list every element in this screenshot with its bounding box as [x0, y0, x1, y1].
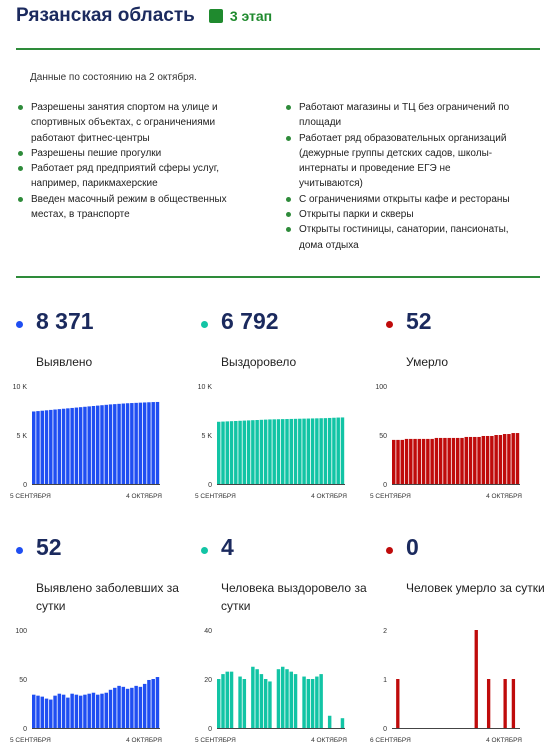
bar: [255, 669, 258, 728]
divider-middle: [16, 276, 540, 278]
bar: [75, 408, 78, 484]
list-item: Разрешены пешие прогулки: [18, 146, 248, 161]
stage-square-icon: [209, 9, 223, 23]
y-tick-label: 0: [23, 482, 27, 489]
bar: [226, 672, 229, 728]
bar: [70, 408, 73, 484]
bar: [58, 694, 61, 728]
bar: [243, 679, 246, 728]
bar: [260, 674, 263, 728]
bar: [435, 438, 438, 484]
bar: [92, 693, 95, 728]
bar: [405, 439, 408, 484]
bar: [315, 677, 318, 728]
bar: [499, 435, 502, 484]
bar: [62, 695, 65, 728]
bar: [139, 687, 142, 728]
bar: [113, 404, 116, 484]
bar: [238, 421, 241, 484]
bar: [130, 403, 133, 484]
bar: [143, 684, 146, 728]
chart-recovered-cumulative: [193, 378, 351, 500]
bar: [147, 680, 150, 728]
bar: [430, 439, 433, 484]
bar: [49, 700, 52, 728]
y-tick-label: 10 K: [12, 384, 27, 391]
bullet-icon: [286, 197, 291, 202]
bar: [516, 433, 519, 484]
bar: [311, 679, 314, 728]
bar: [62, 409, 65, 484]
y-tick-label: 100: [375, 384, 387, 391]
bar: [49, 410, 52, 484]
stage-label: 3 этап: [229, 8, 273, 24]
bar: [264, 420, 267, 484]
chart-deaths-daily: [368, 622, 526, 744]
bar: [285, 669, 288, 728]
stat-label: Умерло: [406, 355, 449, 369]
bar: [281, 667, 284, 728]
y-tick-label: 0: [23, 726, 27, 733]
bar: [151, 402, 154, 484]
bar: [217, 679, 220, 728]
bar: [482, 436, 485, 484]
bar: [58, 409, 61, 484]
bar: [100, 405, 103, 484]
stat-value: 8 371: [36, 308, 94, 334]
bar: [75, 695, 78, 728]
x-tick-label-start: 5 СЕНТЯБРЯ: [10, 737, 51, 744]
bar: [32, 411, 35, 484]
bar: [156, 402, 159, 484]
bar: [439, 438, 442, 484]
bar: [109, 404, 112, 484]
list-item: Работает ряд предприятий сферы услуг, например, парикмахерские: [18, 161, 248, 192]
bar: [324, 418, 327, 484]
bar: [251, 420, 254, 484]
divider-top: [16, 48, 540, 50]
bar: [45, 699, 48, 728]
bar: [285, 419, 288, 484]
bar: [311, 418, 314, 484]
bar: [151, 679, 154, 728]
bar: [251, 667, 254, 728]
bar: [290, 419, 293, 484]
x-tick-label-end: 4 ОКТЯБРЯ: [486, 493, 522, 500]
region-title: Рязанская область: [16, 5, 195, 26]
bar: [126, 689, 129, 728]
stat-label: Человек умерло за сутки: [406, 581, 545, 595]
bar: [447, 438, 450, 484]
bar: [281, 419, 284, 484]
bar: [117, 404, 120, 484]
bar: [87, 406, 90, 484]
y-tick-label: 0: [208, 482, 212, 489]
bar: [460, 438, 463, 484]
list-item: Работают магазины и ТЦ без ограничений по площади: [286, 100, 516, 131]
bar: [105, 405, 108, 484]
bar: [456, 438, 459, 484]
bar: [83, 407, 86, 484]
bar: [238, 677, 241, 728]
stat-label: Человека выздоровело за сутки: [221, 581, 367, 613]
chart-detected-cumulative: [8, 378, 166, 500]
bar: [486, 436, 489, 484]
bar: [226, 421, 229, 484]
bar: [413, 439, 416, 484]
x-tick-label-end: 4 ОКТЯБРЯ: [311, 493, 347, 500]
stat-value: 52: [406, 308, 432, 334]
y-tick-label: 100: [15, 628, 27, 635]
bar: [392, 440, 395, 484]
chart-deaths-cumulative: [368, 378, 526, 500]
y-tick-label: 0: [383, 482, 387, 489]
bar: [66, 408, 69, 484]
x-tick-label-start: 5 СЕНТЯБРЯ: [195, 493, 236, 500]
bar: [221, 674, 224, 728]
bar: [332, 418, 335, 484]
bar: [109, 690, 112, 728]
bar: [230, 672, 233, 728]
bar: [277, 419, 280, 484]
bullet-icon: [286, 212, 291, 217]
list-item: Работает ряд образовательных организаций (дежурные группы детских садов, школы-интернаты и проведение ЕГЭ не учитываются): [286, 131, 516, 192]
bar: [268, 681, 271, 728]
bar: [126, 403, 129, 484]
bar: [272, 419, 275, 484]
bar: [53, 696, 56, 728]
bar: [475, 630, 478, 728]
y-tick-label: 5 K: [201, 433, 212, 440]
bullet-icon: [16, 547, 23, 554]
bar: [315, 418, 318, 484]
bar: [490, 436, 493, 484]
list-item: С ограничениями открыты кафе и рестораны: [286, 192, 516, 207]
bar: [79, 696, 82, 728]
bar: [426, 439, 429, 484]
bullet-icon: [201, 547, 208, 554]
bar: [409, 439, 412, 484]
bar: [139, 403, 142, 484]
y-tick-label: 5 K: [16, 433, 27, 440]
bar: [53, 410, 56, 484]
stat-value: 0: [406, 534, 419, 560]
stat-value: 6 792: [221, 308, 279, 334]
info-date: Данные по состоянию на 2 октября.: [30, 72, 197, 83]
bullet-icon: [16, 321, 23, 328]
bar: [477, 437, 480, 484]
y-tick-label: 50: [379, 433, 387, 440]
bar: [100, 694, 103, 728]
x-tick-label-end: 4 ОКТЯБРЯ: [126, 737, 162, 744]
bar: [302, 419, 305, 484]
bar: [422, 439, 425, 484]
bar: [307, 679, 310, 728]
chart-recovered-daily: [193, 622, 351, 744]
bar: [294, 674, 297, 728]
bar: [302, 677, 305, 728]
bullet-icon: [286, 105, 291, 110]
bar: [87, 694, 90, 728]
stat-value: 52: [36, 534, 62, 560]
bar: [255, 420, 258, 484]
bar: [328, 418, 331, 484]
bar: [396, 679, 399, 728]
bullet-icon: [18, 105, 23, 110]
bullet-icon: [18, 151, 23, 156]
stat-label: Выздоровело: [221, 355, 297, 369]
y-tick-label: 50: [19, 677, 27, 684]
bar: [452, 438, 455, 484]
restrictions-left-list: [18, 100, 248, 222]
x-tick-label-start: 5 СЕНТЯБРЯ: [370, 493, 411, 500]
header: [16, 4, 272, 28]
bar: [512, 679, 515, 728]
bar: [70, 694, 73, 728]
x-tick-label-start: 5 СЕНТЯБРЯ: [195, 737, 236, 744]
bar: [130, 688, 133, 728]
bar: [294, 419, 297, 484]
bar: [319, 674, 322, 728]
x-tick-label-start: 5 СЕНТЯБРЯ: [10, 493, 51, 500]
bar: [79, 407, 82, 484]
y-tick-label: 10 K: [197, 384, 212, 391]
bar: [134, 403, 137, 484]
bar: [503, 434, 506, 484]
bar: [341, 417, 344, 484]
bar: [221, 422, 224, 484]
bar: [307, 419, 310, 484]
bar: [260, 420, 263, 484]
bar: [105, 693, 108, 728]
x-tick-label-end: 4 ОКТЯБРЯ: [486, 737, 522, 744]
bar: [507, 434, 510, 484]
bar: [328, 716, 331, 728]
bullet-icon: [286, 227, 291, 232]
bar: [66, 698, 69, 728]
bar: [487, 679, 490, 728]
bar: [341, 718, 344, 728]
bar: [134, 686, 137, 728]
y-tick-label: 1: [383, 677, 387, 684]
y-tick-label: 20: [204, 677, 212, 684]
y-tick-label: 0: [383, 726, 387, 733]
bar: [243, 421, 246, 484]
bar: [83, 695, 86, 728]
bar: [36, 696, 39, 728]
bar: [36, 411, 39, 484]
bullet-icon: [201, 321, 208, 328]
stat-label: Выявлено заболевших за сутки: [36, 581, 179, 613]
bullet-icon: [386, 321, 393, 328]
list-item: Разрешены занятия спортом на улице и спортивных объектах, с ограничениями работают фитнес-центры: [18, 100, 248, 146]
bar: [96, 695, 99, 728]
bar: [41, 411, 44, 484]
bar: [396, 440, 399, 484]
bullet-icon: [386, 547, 393, 554]
bar: [418, 439, 421, 484]
bar: [45, 410, 48, 484]
bar: [117, 686, 120, 728]
list-item: Открыты парки и скверы: [286, 207, 516, 222]
list-item: Открыты гостиницы, санатории, пансионаты, дома отдыха: [286, 222, 516, 253]
stat-value: 4: [221, 534, 234, 560]
bar: [234, 421, 237, 484]
bar: [122, 404, 125, 484]
list-item: Введен масочный режим в общественных местах, в транспорте: [18, 192, 248, 223]
x-tick-label-end: 4 ОКТЯБРЯ: [126, 493, 162, 500]
bar: [290, 672, 293, 728]
bar: [336, 418, 339, 484]
bar: [230, 421, 233, 484]
bar: [319, 418, 322, 484]
bullet-icon: [18, 197, 23, 202]
bar: [443, 438, 446, 484]
bar: [469, 437, 472, 484]
bar: [465, 437, 468, 484]
restrictions-right-list: [286, 100, 516, 253]
bar: [401, 440, 404, 484]
bar: [41, 697, 44, 728]
x-tick-label-end: 4 ОКТЯБРЯ: [311, 737, 347, 744]
bar: [503, 679, 506, 728]
bar: [264, 679, 267, 728]
bullet-icon: [286, 136, 291, 141]
y-tick-label: 2: [383, 628, 387, 635]
bar: [122, 687, 125, 728]
bar: [298, 419, 301, 484]
bar: [494, 435, 497, 484]
bar: [143, 402, 146, 484]
bar: [277, 669, 280, 728]
bar: [247, 420, 250, 484]
bar: [217, 422, 220, 484]
bar: [113, 688, 116, 728]
y-tick-label: 40: [204, 628, 212, 635]
bullet-icon: [18, 166, 23, 171]
bar: [511, 433, 514, 484]
bar: [147, 402, 150, 484]
bar: [32, 695, 35, 728]
bar: [156, 677, 159, 728]
bar: [92, 406, 95, 484]
chart-detected-daily: [8, 622, 166, 744]
bar: [96, 406, 99, 484]
stat-label: Выявлено: [36, 355, 93, 369]
bar: [268, 419, 271, 484]
x-tick-label-start: 6 СЕНТЯБРЯ: [370, 737, 411, 744]
y-tick-label: 0: [208, 726, 212, 733]
bar: [473, 437, 476, 484]
